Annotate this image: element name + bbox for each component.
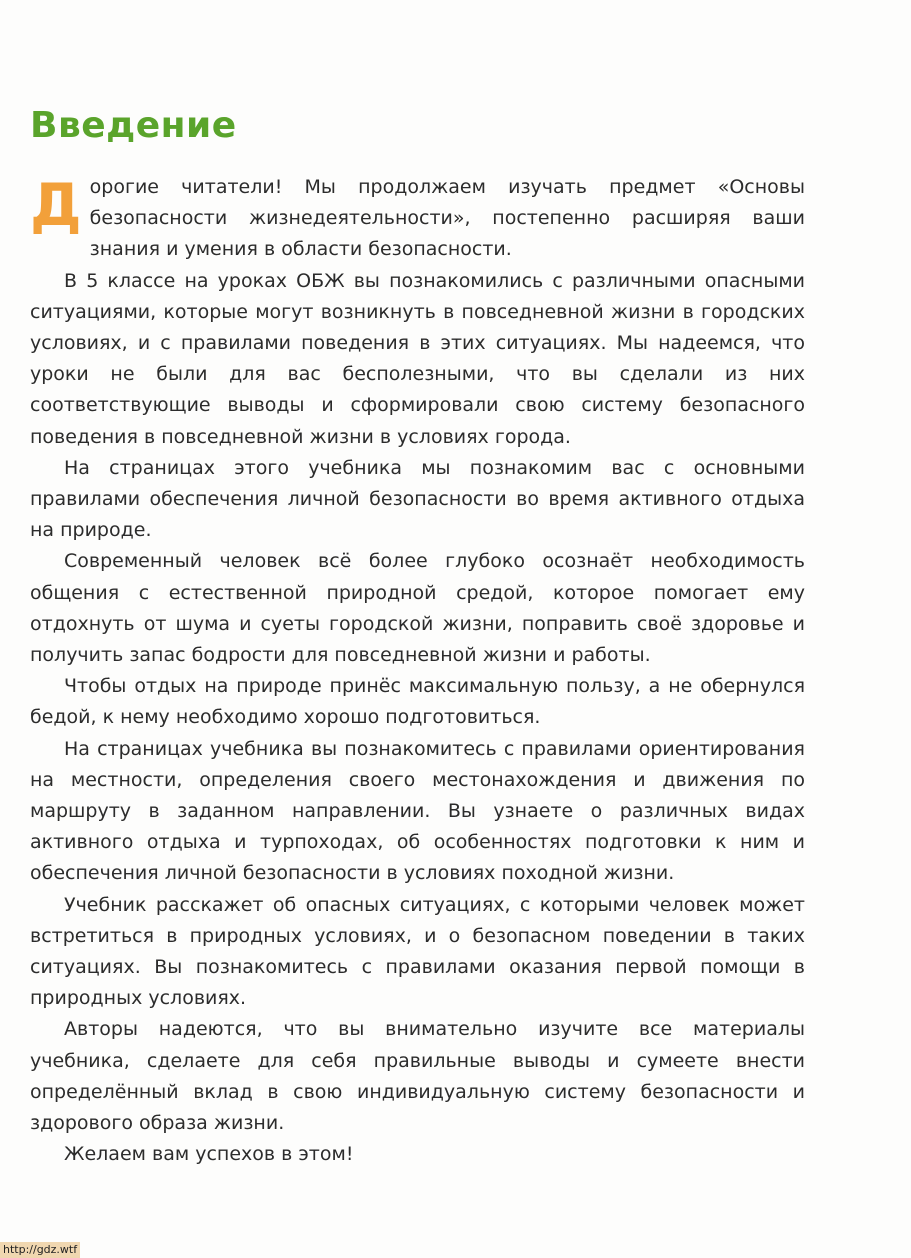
paragraph: Учебник расскажет об опасных ситуациях, с которыми человек может встретиться в природных условиях, и о безопасном поведении в таких ситуациях. Вы познакомитесь с правилами оказания первой помощи в природных условиях.	[30, 893, 805, 1010]
paragraph: На страницах этого учебника мы познакомим вас с основными правилами обеспечения личной безопасности во время активного отдыха на природе.	[30, 456, 805, 542]
paragraph: На страницах учебника вы познакомитесь с правилами ориентирования на местности, определения своего местонахождения и движения по маршруту в заданном направлении. Вы узнаете о различных видах активного отдыха и турпоходах, об особенностях подготовки к ним и обеспечения личной безопасности в условиях походной жизни.	[30, 737, 805, 885]
paragraph: Чтобы отдых на природе принёс максимальную пользу, а не обернулся бедой, к нему необходимо хорошо подготовиться.	[30, 675, 805, 729]
dropcap-letter: Д	[30, 171, 82, 239]
source-link[interactable]: http://gdz.wtf	[0, 1242, 80, 1258]
paragraph: В 5 классе на уроках ОБЖ вы познакомились с различными опасными ситуациями, которые могут возникнуть в повседневной жизни в городских условиях, и с правилами поведения в этих ситуациях. Мы надеемся, что уроки не были для вас бесполезными, что вы сделали из них соответствующие выводы и сформировали свою систему безопасного поведения в повседневной жизни в условиях города.	[30, 269, 805, 448]
body-text	[30, 172, 805, 1171]
paragraph: Современный человек всё более глубоко осознаёт необходимость общения с естественной природной средой, которое помогает ему отдохнуть от шума и суеты городской жизни, поправить своё здоровье и получить запас бодрости для повседневной жизни и работы.	[30, 550, 805, 667]
intro-text: орогие читатели! Мы продолжаем изучать предмет «Основы безопасности жизнедеятельности», постепенно расширяя ваши знания и умения в области безопасности.	[89, 176, 805, 261]
paragraph: Авторы надеются, что вы внимательно изучите все материалы учебника, сделаете для себя правильные выводы и сумеете внести определённый вклад в свою индивидуальную систему безопасности и здорового образа жизни.	[30, 1018, 805, 1135]
page-title: Введение	[30, 105, 237, 146]
paragraph-intro	[30, 172, 805, 266]
paragraph-closing: Желаем вам успехов в этом!	[64, 1143, 354, 1166]
